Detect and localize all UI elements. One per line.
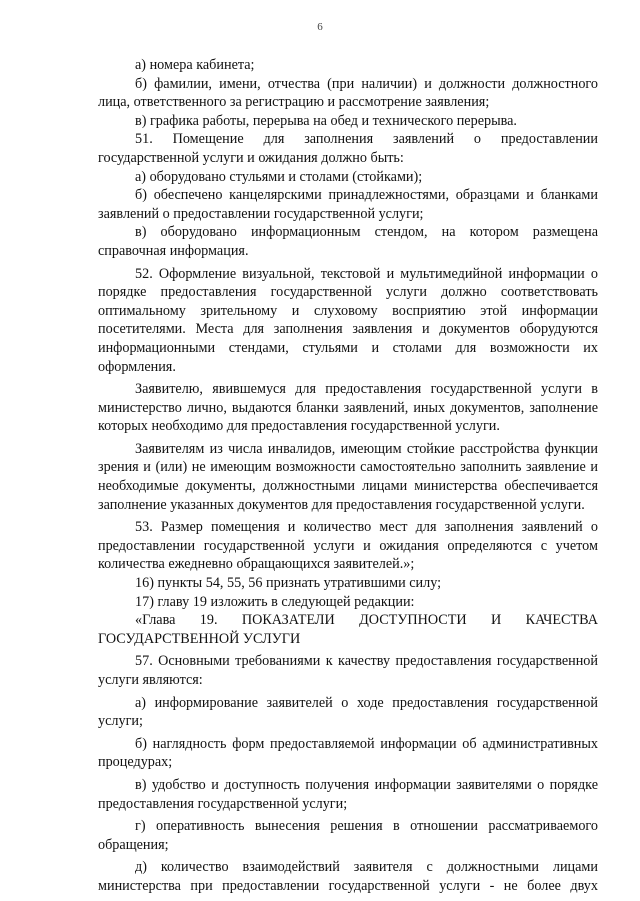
paragraph-6: б) обеспечено канцелярскими принадлежностями, образцами и бланками заявлений о предоставлении государственной услуги; [98, 187, 598, 222]
paragraph-12: 16) пункты 54, 55, 56 признать утратившими силу; [135, 575, 442, 592]
paragraph-8: 52. Оформление визуальной, текстовой и мультимедийной информации о порядке предоставления государственной услуги должно соответствовать оптимальному зрительному и слуховому восприятию этой информации посетителями. Места для заполнения заявления и документов оборудуются информационными стендами, стульями и столами для возможности их оформления. [98, 265, 598, 375]
chapter-heading: «Глава 19. ПОКАЗАТЕЛИ ДОСТУПНОСТИ И КАЧЕСТВА ГОСУДАРСТВЕННОЙ УСЛУГИ [98, 612, 598, 647]
paragraph-5: а) оборудовано стульями и столами (стойками); [135, 168, 423, 185]
paragraph-3: в) графика работы, перерыва на обед и технического перерыва. [135, 112, 517, 129]
paragraph-11: 53. Размер помещения и количество мест для заполнения заявлений о предоставлении государственной услуги и ожидания определяются с учетом количества ежедневно обращающихся заявителей.»; [98, 519, 598, 573]
paragraph-17: б) наглядность форм предоставляемой информации об административных процедурах; [98, 735, 598, 771]
paragraph-10: Заявителям из числа инвалидов, имеющим стойкие расстройства функции зрения и (или) не имеющим возможности самостоятельно заполнить заявление и необходимые документы, должностными лицами министерства обеспечивается заполнение указанных документов для предоставления государственной услуги. [98, 440, 598, 513]
paragraph-9: Заявителю, явившемуся для предоставления государственной услуги в министерство лично, выдаются бланки заявлений, иных документов, заполнение которых необходимо для предоставления государственной услуги. [98, 381, 598, 435]
paragraph-20: д) количество взаимодействий заявителя с должностными лицами министерства при предоставлении государственной услуги - не более двух [98, 859, 598, 894]
paragraph-13: 17) главу 19 изложить в следующей редакции: [135, 593, 415, 610]
paragraph-16: а) информирование заявителей о ходе предоставления государственной услуги; [98, 694, 598, 730]
paragraph-18: в) удобство и доступность получения информации заявителями о порядке предоставления государственной услуги; [98, 776, 598, 812]
paragraph-19: г) оперативность вынесения решения в отношении рассматриваемого обращения; [98, 818, 598, 853]
paragraph-15: 57. Основными требованиями к качеству предоставления государственной услуги являются: [98, 653, 598, 688]
paragraph-7: в) оборудовано информационным стендом, на котором размещена справочная информация. [98, 224, 598, 259]
paragraph-4: 51. Помещение для заполнения заявлений о предоставлении государственной услуги и ожидания должно быть: [98, 131, 598, 166]
paragraph-2: б) фамилии, имени, отчества (при наличии) и должности должностного лица, ответственного за регистрацию и рассмотрение заявления; [98, 75, 598, 111]
paragraph-1: а) номера кабинета; [135, 57, 255, 73]
document-body [98, 56, 598, 896]
page-number: 6 [317, 21, 323, 33]
